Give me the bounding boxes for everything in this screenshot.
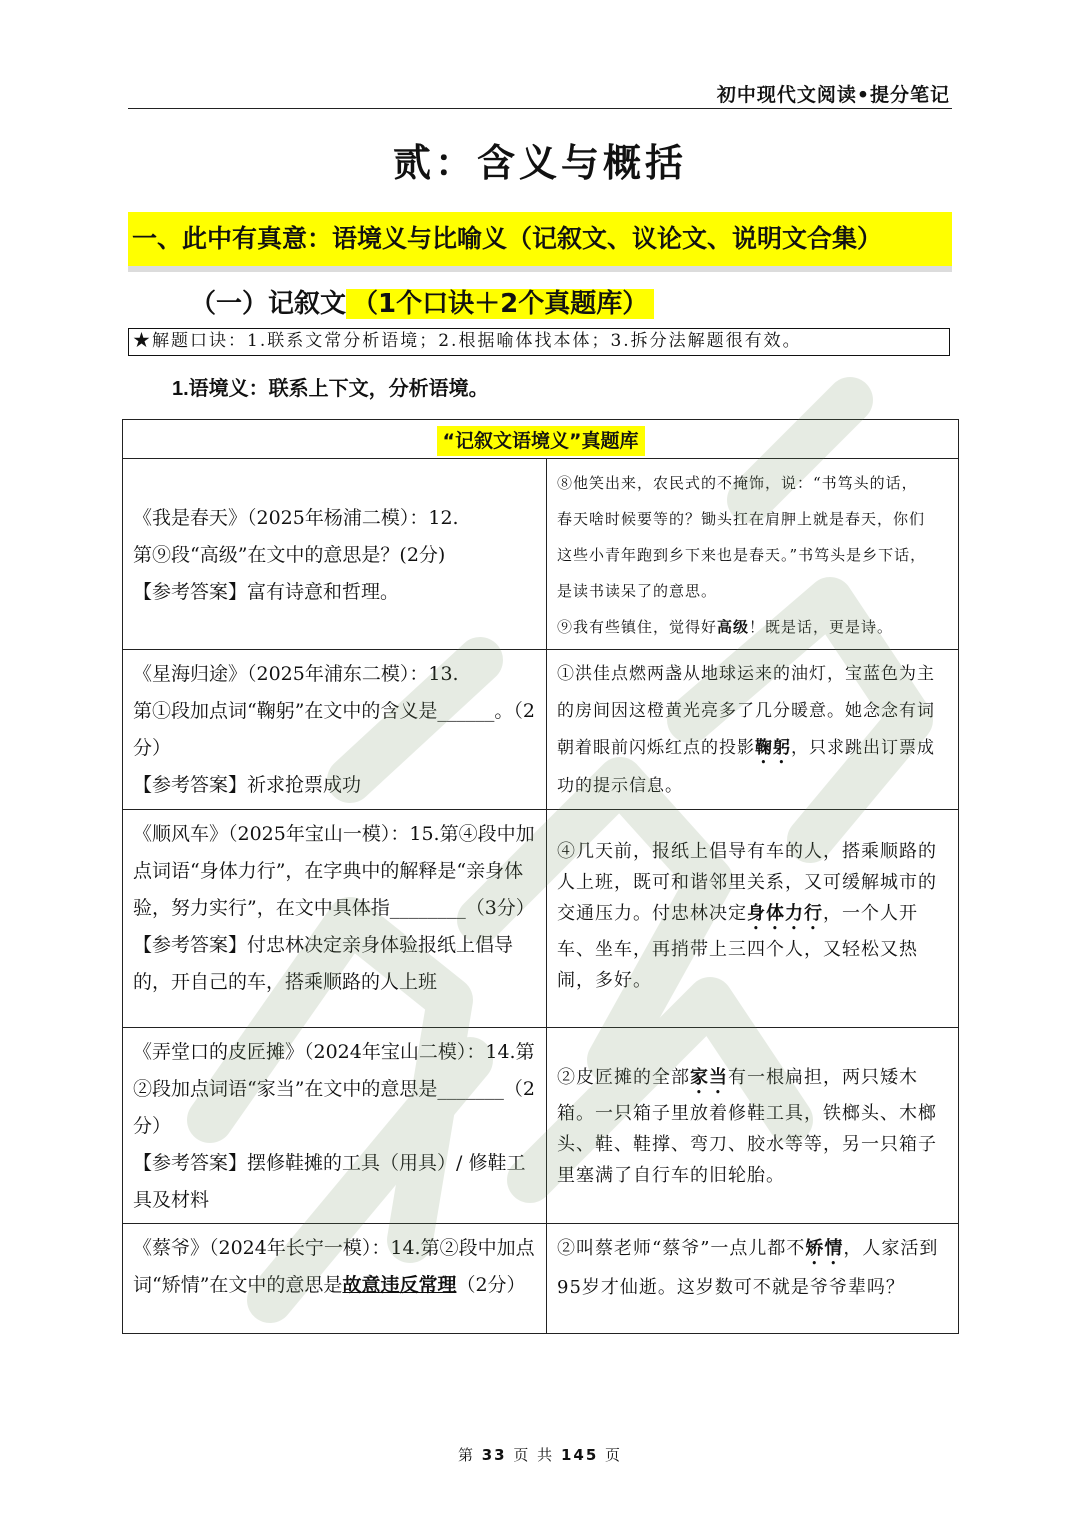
table-row bbox=[123, 459, 959, 650]
question-cell bbox=[123, 810, 547, 1028]
running-header-title: 初中现代文阅读•提分笔记 bbox=[716, 84, 950, 106]
footer-text: 第 bbox=[457, 1446, 475, 1464]
point-heading: 1.语境义：联系上下文，分析语境。 bbox=[172, 378, 489, 400]
key-word: 矫情 bbox=[805, 1238, 844, 1259]
total-page-count: 145 bbox=[560, 1446, 599, 1464]
passage-text: ，一个人开车、坐车，再捎带上三四个人，又轻松又热闹，多好。 bbox=[557, 903, 918, 991]
question-source: 《星海归途》（2025年浦东二模）：13. bbox=[133, 663, 459, 685]
passage-text: ！既是话，更是诗。 bbox=[749, 618, 894, 636]
passage-text: ，人家活到95岁才仙逝。这岁数可不就是爷爷辈吗？ bbox=[557, 1238, 939, 1298]
table-row bbox=[123, 1224, 959, 1334]
question-text: 《顺风车》（2025年宝山一模）：15.第④段中加点词语“身体力行”，在字典中的解释是“亲身体验，努力实行”，在文中具体指________（3分） bbox=[133, 823, 535, 919]
question-score: （2分） bbox=[456, 1274, 526, 1296]
reference-answer: 【参考答案】付忠林决定亲身体验报纸上倡导的，开自己的车，搭乘顺路的人上班 bbox=[133, 934, 514, 993]
passage-text: ②叫蔡老师“蔡爷”一点儿都不 bbox=[557, 1238, 806, 1259]
current-page-number: 33 bbox=[481, 1446, 507, 1464]
passage-text: ④几天前，报纸上倡导有车的人，搭乘顺路的人上班，既可和谐邻里关系，又可缓解城市的交通压力。付忠林决定 bbox=[557, 841, 937, 924]
reference-answer: 【参考答案】摆修鞋摊的工具（用具）/ 修鞋工具及材料 bbox=[133, 1152, 526, 1211]
question-text: 《弄堂口的皮匠摊》（2024年宝山二模）：14.第②段加点词语“家当”在文中的意思是_______（2分） bbox=[133, 1041, 536, 1137]
passage-cell bbox=[547, 459, 959, 650]
passage-text: ，只求跳出订票成功的提示信息。 bbox=[557, 738, 935, 796]
passage-cell bbox=[547, 810, 959, 1028]
question-cell bbox=[123, 1224, 547, 1334]
question-bank-table bbox=[122, 419, 959, 1334]
key-word: 高级 bbox=[717, 618, 750, 636]
passage-text: 有一根扁担，两只矮木箱。一只箱子里放着修鞋工具，铁榔头、木榔头、鞋、鞋撑、弯刀、胶水等等，另一只箱子里塞满了自行车的旧轮胎。 bbox=[557, 1067, 937, 1186]
question-text: 第①段加点词“鞠躬”在文中的含义是______。（2分） bbox=[133, 700, 536, 759]
footer-text: 页 共 bbox=[513, 1446, 555, 1464]
reference-answer: 【参考答案】祈求抢票成功 bbox=[133, 774, 362, 796]
subsection-heading bbox=[190, 282, 654, 326]
key-word: 家当 bbox=[690, 1067, 728, 1088]
question-source: 《我是春天》（2025年杨浦二模）：12. bbox=[133, 506, 459, 529]
table-row bbox=[123, 650, 959, 810]
table-header-label: “记叙文语境义”真题库 bbox=[437, 426, 645, 456]
key-word: 身体力行 bbox=[747, 903, 823, 924]
table-row bbox=[123, 1028, 959, 1224]
passage-cell bbox=[547, 650, 959, 810]
passage-cell bbox=[547, 1224, 959, 1334]
key-word: 鞠躬 bbox=[755, 738, 791, 758]
passage-line: 春天啥时候要等的？锄头扛在肩胛上就是春天，你们 bbox=[557, 510, 926, 528]
question-cell bbox=[123, 459, 547, 650]
section-heading: 一、此中有真意：语境义与比喻义（记叙文、议论文、说明文合集） bbox=[128, 212, 952, 266]
page-title: 贰：含义与概括 bbox=[392, 140, 687, 185]
table-row bbox=[123, 810, 959, 1028]
subsection-highlight: （1个口诀＋2个真题库） bbox=[346, 289, 654, 319]
question-text: 《蔡爷》（2024年长宁一模）：14.第②段中加点词“矫情”在文中的意思是 bbox=[133, 1237, 535, 1296]
question-text: 第⑨段“高级”在文中的意思是？(2分) bbox=[133, 543, 446, 566]
question-cell bbox=[123, 650, 547, 810]
subsection-prefix: （一）记叙文 bbox=[190, 289, 347, 319]
page-footer bbox=[0, 1444, 1080, 1465]
reference-answer: 【参考答案】富有诗意和哲理。 bbox=[133, 580, 400, 603]
solving-tips-box: ★解题口诀：1.联系文常分析语境；2.根据喻体找本体；3.拆分法解题很有效。 bbox=[128, 328, 950, 356]
passage-text: ①洪佳点燃两盏从地球运来的油灯，宝蓝色为主的房间因这橙黄光亮多了几分暖意。她念念有词朝着眼前闪烁红点的投影 bbox=[557, 664, 935, 758]
passage-cell bbox=[547, 1028, 959, 1224]
passage-line bbox=[557, 609, 948, 645]
passage-line: ⑧他笑出来，农民式的不掩饰，说：“书笃头的话， bbox=[557, 474, 918, 492]
question-cell bbox=[123, 1028, 547, 1224]
footer-text: 页 bbox=[605, 1446, 623, 1464]
header-rule bbox=[128, 108, 952, 109]
passage-text: ⑨我有些镇住，觉得好 bbox=[557, 618, 718, 636]
passage-text: ②皮匠摊的全部 bbox=[557, 1067, 690, 1088]
passage-line: 这些小青年跑到乡下来也是春天。”书笃头是乡下话， bbox=[557, 546, 927, 564]
inline-answer: 故意违反常理 bbox=[342, 1274, 457, 1296]
table-header bbox=[123, 420, 959, 459]
passage-line: 是读书读呆了的意思。 bbox=[557, 582, 718, 600]
